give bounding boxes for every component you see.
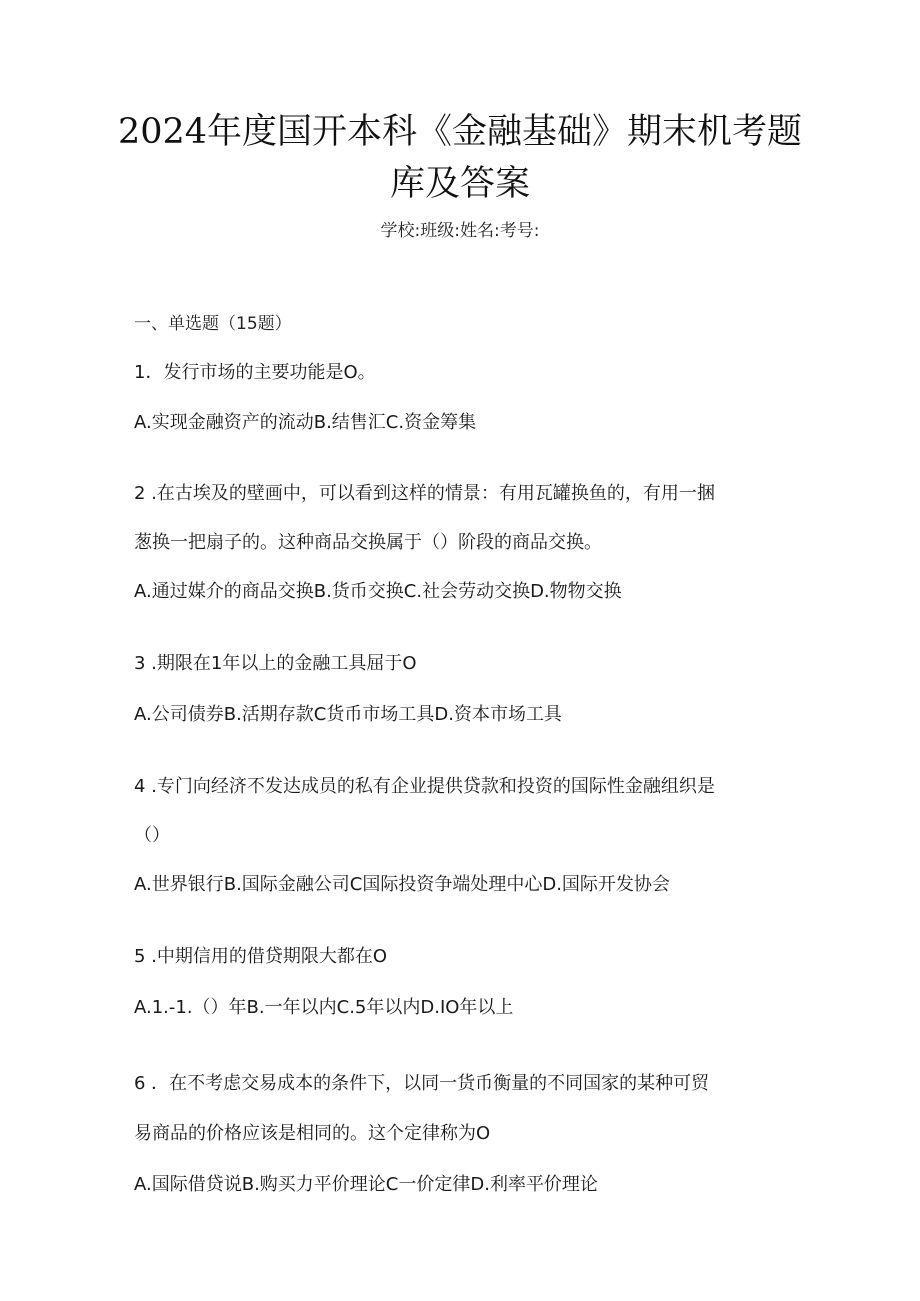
question-2-options: A.通过媒介的商品交换B.货币交换C.社会劳动交换D.物物交换 — [134, 581, 622, 602]
question-2-stem-line-1: 2 .在古埃及的壁画中，可以看到这样的情景：有用瓦罐换鱼的，有用一捆 — [134, 483, 715, 504]
question-6-stem-line-1: 6 ．在不考虑交易成本的条件下，以同一货币衡量的不同国家的某种可贸 — [134, 1073, 710, 1094]
question-3-options: A.公司债券B.活期存款C货币市场工具D.资本市场工具 — [134, 704, 562, 725]
document-title-line-2: 库及答案 — [389, 164, 530, 204]
question-1-stem: 1．发行市场的主要功能是O。 — [134, 362, 376, 383]
question-4-options: A.世界银行B.国际金融公司C国际投资争端处理中心D.国际开发协会 — [134, 874, 670, 895]
section-heading: 一、单选题（15题） — [134, 314, 292, 334]
question-2-stem-line-2: 葱换一把扇子的。这种商品交换属于（）阶段的商品交换。 — [134, 532, 602, 553]
question-6-options: A.国际借贷说B.购买力平价理论C一价定律D.利率平价理论 — [134, 1174, 598, 1195]
question-1-options: A.实现金融资产的流动B.结售汇C.资金筹集 — [134, 412, 477, 433]
question-5-stem: 5 .中期信用的借贷期限大都在O — [134, 946, 388, 967]
document-title-line-1: 2024年度国开本科《金融基础》期末机考题 — [117, 112, 803, 152]
question-6-stem-line-2: 易商品的价格应该是相同的。这个定律称为O — [134, 1123, 491, 1144]
question-4-stem-line-1: 4 .专门向经济不发达成员的私有企业提供贷款和投资的国际性金融组织是 — [134, 776, 715, 797]
student-info-line: 学校:班级:姓名:考号: — [380, 221, 540, 241]
question-4-stem-line-2: （） — [134, 825, 170, 846]
question-5-options: A.1.-1.（）年B.一年以内C.5年以内D.IO年以上 — [134, 997, 514, 1018]
question-3-stem: 3 .期限在1年以上的金融工具屈于O — [134, 653, 417, 674]
